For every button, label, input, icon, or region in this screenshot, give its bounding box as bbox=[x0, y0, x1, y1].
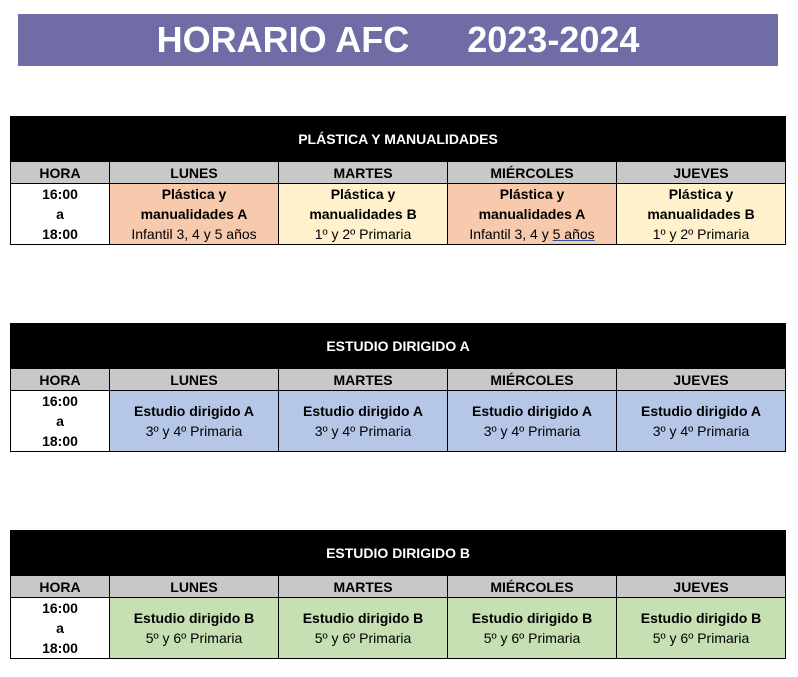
class-group: 1º y 2º Primaria bbox=[314, 226, 412, 242]
header-day-miercoles: MIÉRCOLES bbox=[448, 576, 617, 598]
class-cell-lunes bbox=[110, 391, 279, 452]
hour-end: 18:00 bbox=[42, 433, 78, 449]
class-group: 1º y 2º Primaria bbox=[652, 226, 750, 242]
class-name-line2: manualidades A bbox=[140, 206, 248, 222]
hour-end: 18:00 bbox=[42, 640, 78, 656]
class-cell-lunes bbox=[110, 598, 279, 659]
class-cell-miercoles bbox=[448, 391, 617, 452]
header-day-lunes: LUNES bbox=[110, 369, 279, 391]
class-group: Infantil 3, 4 y 5 años bbox=[131, 226, 257, 242]
header-day-lunes: LUNES bbox=[110, 576, 279, 598]
table-title: ESTUDIO DIRIGIDO A bbox=[11, 324, 786, 369]
class-cell-jueves bbox=[617, 598, 786, 659]
header-day-lunes: LUNES bbox=[110, 162, 279, 184]
header-day-martes: MARTES bbox=[279, 369, 448, 391]
class-name-line2: manualidades B bbox=[309, 206, 417, 222]
header-day-martes: MARTES bbox=[279, 576, 448, 598]
hour-sep: a bbox=[56, 206, 64, 222]
class-group: 5º y 6º Primaria bbox=[145, 630, 243, 646]
class-cell-miercoles bbox=[448, 184, 617, 245]
schedule-table-estudio-a bbox=[10, 323, 786, 452]
banner-years: 2023-2024 bbox=[467, 19, 640, 60]
hour-sep: a bbox=[56, 620, 64, 636]
hour-start: 16:00 bbox=[42, 600, 78, 616]
hour-sep: a bbox=[56, 413, 64, 429]
header-hora: HORA bbox=[11, 369, 110, 391]
hour-cell bbox=[11, 391, 110, 452]
hour-cell bbox=[11, 598, 110, 659]
header-day-miercoles: MIÉRCOLES bbox=[448, 369, 617, 391]
class-name-line1: Plástica y bbox=[330, 186, 396, 202]
class-name: Estudio dirigido B bbox=[133, 610, 255, 626]
class-name: Estudio dirigido A bbox=[471, 403, 593, 419]
schedule-table-plastica bbox=[10, 116, 786, 245]
class-name: Estudio dirigido B bbox=[640, 610, 762, 626]
class-name: Estudio dirigido A bbox=[133, 403, 255, 419]
banner-title: HORARIO AFC bbox=[156, 19, 410, 60]
header-day-martes: MARTES bbox=[279, 162, 448, 184]
class-name: Estudio dirigido B bbox=[471, 610, 593, 626]
header-day-jueves: JUEVES bbox=[617, 576, 786, 598]
class-cell-martes bbox=[279, 391, 448, 452]
class-name-line2: manualidades B bbox=[647, 206, 755, 222]
class-group: 3º y 4º Primaria bbox=[314, 423, 412, 439]
class-group-underlined: 5 años bbox=[552, 226, 595, 242]
class-cell-jueves bbox=[617, 184, 786, 245]
class-group: 3º y 4º Primaria bbox=[145, 423, 243, 439]
page-banner bbox=[18, 14, 778, 66]
class-group: 3º y 4º Primaria bbox=[652, 423, 750, 439]
class-name-line1: Plástica y bbox=[161, 186, 227, 202]
class-group: 5º y 6º Primaria bbox=[314, 630, 412, 646]
class-group bbox=[448, 224, 616, 244]
hour-start: 16:00 bbox=[42, 393, 78, 409]
class-group: 5º y 6º Primaria bbox=[652, 630, 750, 646]
class-name: Estudio dirigido A bbox=[302, 403, 424, 419]
header-day-miercoles: MIÉRCOLES bbox=[448, 162, 617, 184]
hour-start: 16:00 bbox=[42, 186, 78, 202]
class-name: Estudio dirigido B bbox=[302, 610, 424, 626]
hour-end: 18:00 bbox=[42, 226, 78, 242]
class-name: Estudio dirigido A bbox=[640, 403, 762, 419]
class-group: 5º y 6º Primaria bbox=[483, 630, 581, 646]
class-group: 3º y 4º Primaria bbox=[483, 423, 581, 439]
class-cell-lunes bbox=[110, 184, 279, 245]
header-hora: HORA bbox=[11, 162, 110, 184]
class-cell-miercoles bbox=[448, 598, 617, 659]
table-title: PLÁSTICA Y MANUALIDADES bbox=[11, 117, 786, 162]
class-cell-martes bbox=[279, 184, 448, 245]
header-day-jueves: JUEVES bbox=[617, 162, 786, 184]
class-name-line1: Plástica y bbox=[499, 186, 565, 202]
class-cell-jueves bbox=[617, 391, 786, 452]
class-cell-martes bbox=[279, 598, 448, 659]
schedule-table-estudio-b bbox=[10, 530, 786, 659]
class-group-text: Infantil 3, 4 y bbox=[469, 226, 553, 242]
class-name-line2: manualidades A bbox=[478, 206, 586, 222]
hour-cell bbox=[11, 184, 110, 245]
header-hora: HORA bbox=[11, 576, 110, 598]
table-title: ESTUDIO DIRIGIDO B bbox=[11, 531, 786, 576]
header-day-jueves: JUEVES bbox=[617, 369, 786, 391]
class-name-line1: Plástica y bbox=[668, 186, 734, 202]
